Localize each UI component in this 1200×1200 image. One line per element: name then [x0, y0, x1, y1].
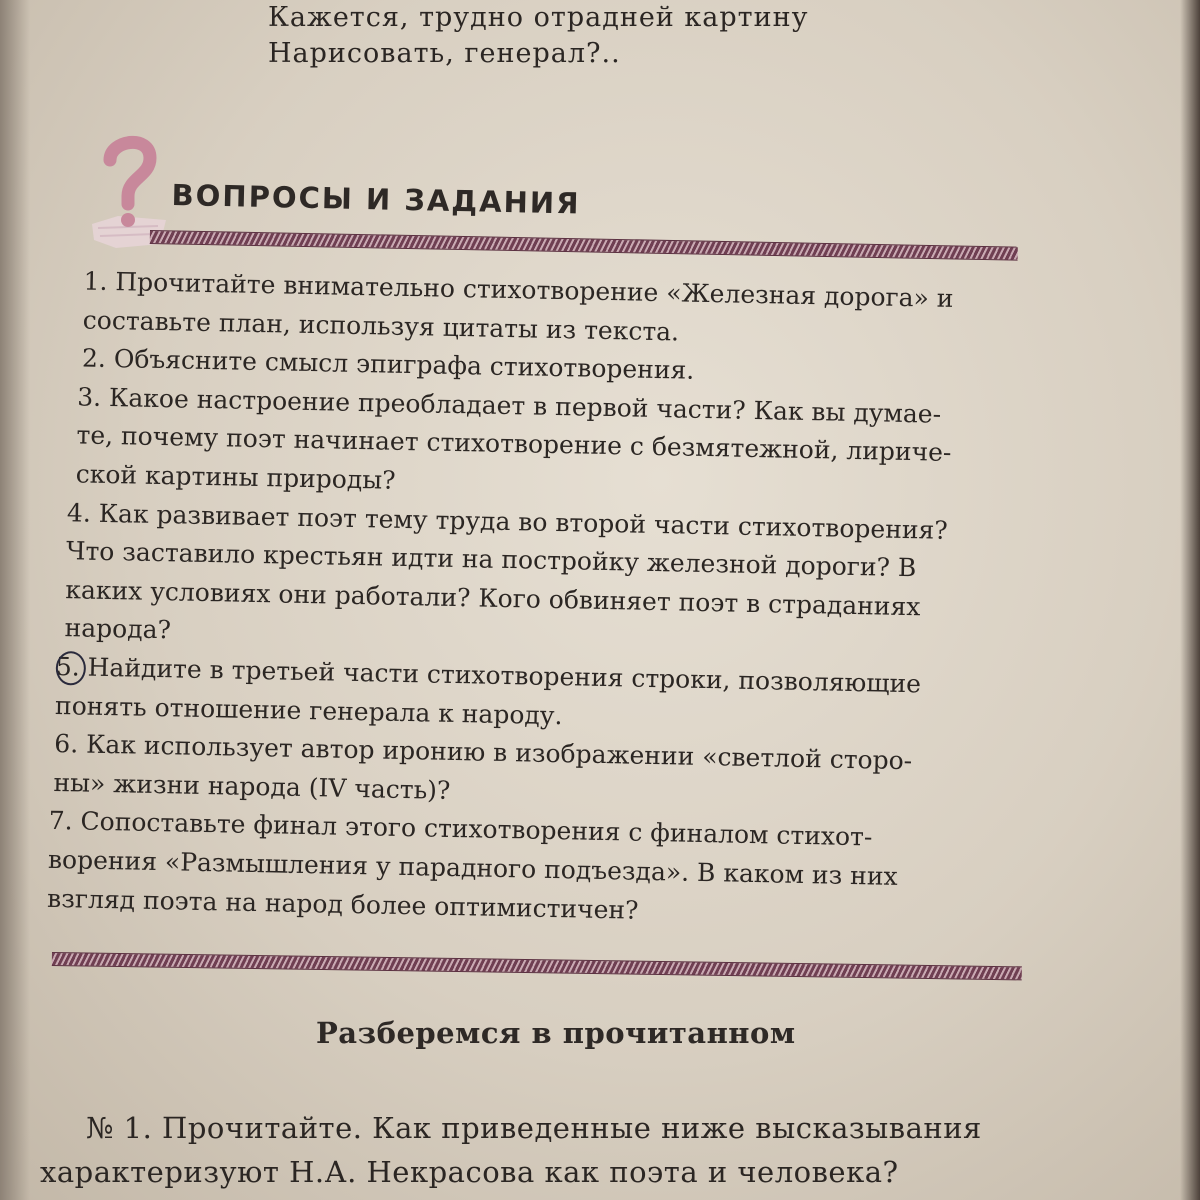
page-right-edge — [1180, 0, 1200, 1200]
question-line: 1. Прочитайте внимательно стихотворение «Железная дорога» и — [83, 266, 954, 313]
question-line: ворения «Размышления у парадного подъезда». В каком из них — [47, 844, 898, 891]
section-divider-top — [150, 230, 1018, 261]
question-line: 7. Сопоставьте финал этого стихотворения с финалом стихот- — [48, 806, 873, 852]
question-line: 2. Объясните смысл эпиграфа стихотворения. — [81, 343, 695, 385]
questions-list — [47, 262, 1020, 937]
question-line: ской картины природы? — [75, 459, 396, 495]
question-line: народа? — [64, 613, 172, 645]
subheading: Разберемся в прочитанном — [316, 1016, 796, 1050]
question-line: 3. Какое настроение преобладает в первой части? Как вы думае- — [77, 382, 942, 429]
section-title: ВОПРОСЫ И ЗАДАНИЯ — [171, 178, 581, 221]
question-line: взгляд поэта на народ более оптимистичен? — [46, 883, 639, 925]
question-4 — [52, 494, 1015, 668]
poem-fragment — [268, 0, 808, 72]
question-line: 6. Как использует автор иронию в изображении «светлой сторо- — [54, 729, 913, 776]
section-divider-bottom — [52, 952, 1022, 980]
question-line: Что заставило крестьян идти на постройку железной дороги? В — [65, 536, 917, 583]
question-line: понять отношение генерала к народу. — [54, 690, 563, 730]
question-line: ны» жизни народа (IV часть)? — [53, 767, 451, 805]
question-7 — [47, 802, 1009, 937]
poem-line-2: Нарисовать, генерал?.. — [268, 38, 621, 69]
question-line: 4. Как развивает поэт тему труда во второй части стихотворения? — [66, 497, 949, 545]
question-line: каких условиях они работали? Кого обвиняет поэт в страданиях — [65, 574, 921, 622]
page-gutter-shadow — [0, 0, 30, 1200]
task-1 — [40, 1106, 982, 1194]
question-line: 5. Найдите в третьей части стихотворения строки, позволяющие — [55, 651, 922, 699]
question-3 — [55, 378, 1017, 513]
question-line: те, почему поэт начинает стихотворение с безмятежной, лириче- — [76, 420, 952, 468]
task-line-2: характеризуют Н.А. Некрасова как поэта и человека? — [40, 1155, 899, 1189]
poem-line-1: Кажется, трудно отрадней картину — [268, 2, 809, 33]
task-line-1: № 1. Прочитайте. Как приведенные ниже высказывания — [86, 1111, 982, 1145]
question-line: составьте план, используя цитаты из текста. — [82, 305, 680, 347]
